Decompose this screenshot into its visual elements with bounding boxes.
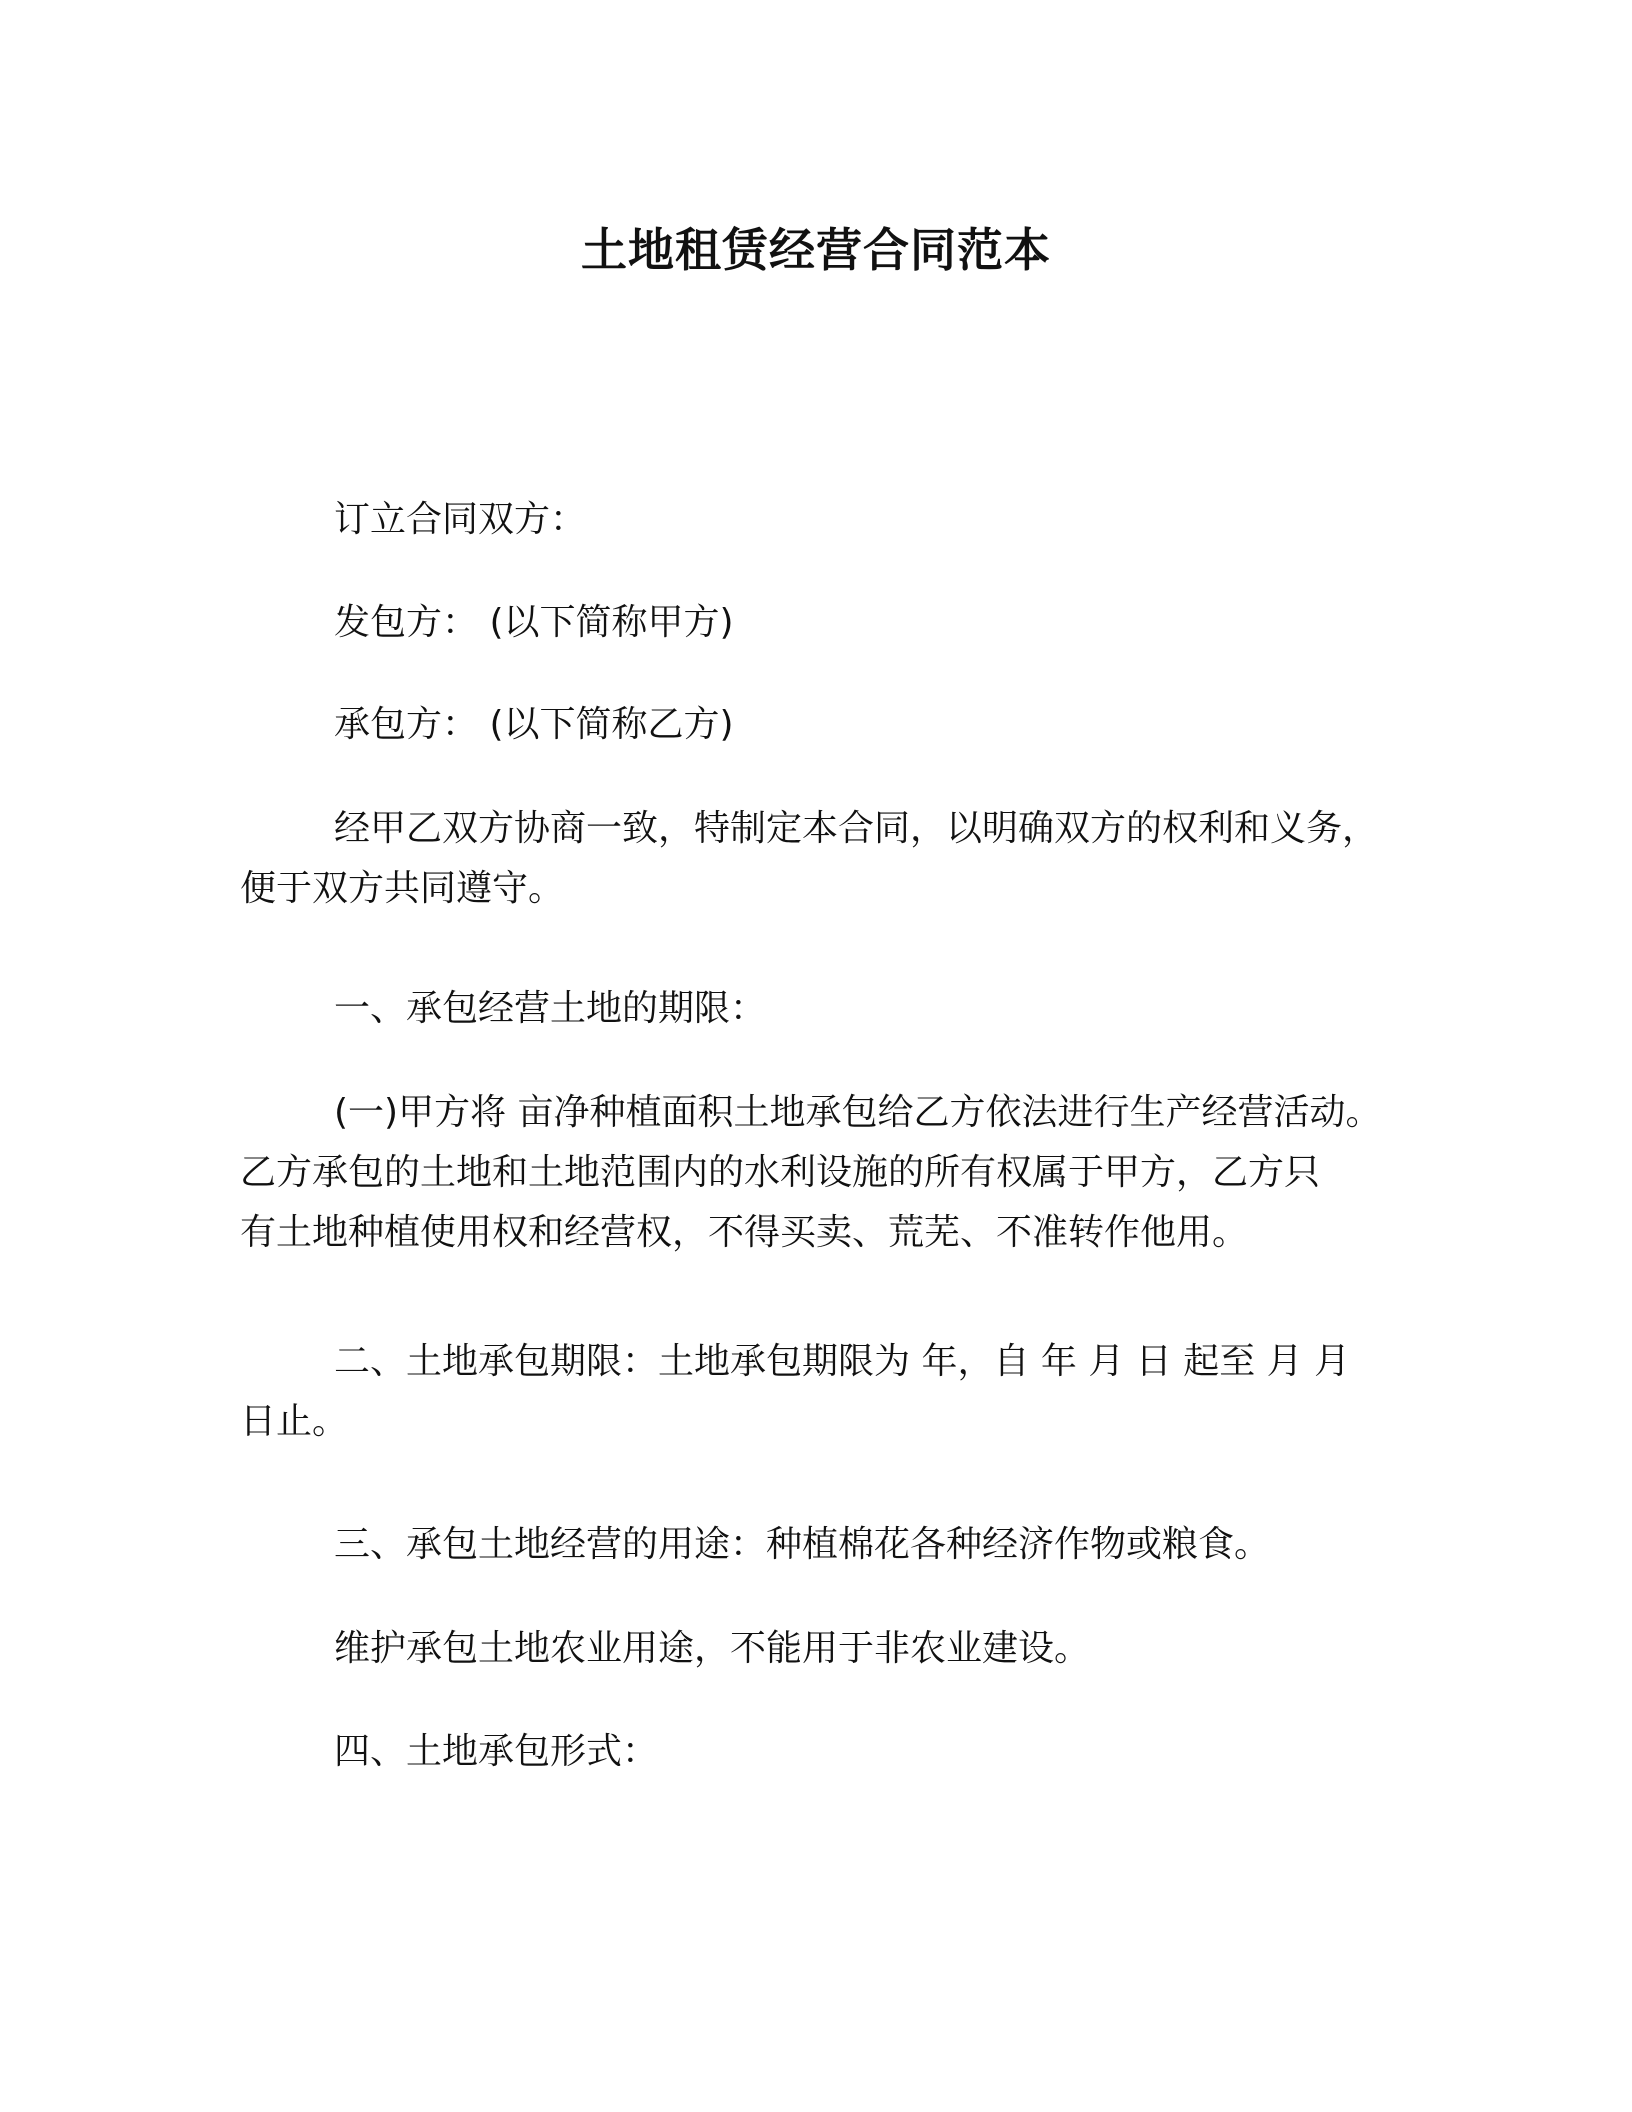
section-heading-3 (240, 1515, 1420, 1575)
paragraph-line: 承包方： (以下简称乙方) (334, 704, 734, 745)
section-heading-4 (240, 1722, 1420, 1782)
paragraph-line: 日止。 (240, 1401, 349, 1442)
paragraph-line: (一)甲方将 亩净种植面积土地承包给乙方依法进行生产经营活动。 (334, 1092, 1382, 1133)
section-heading-1 (240, 979, 1420, 1039)
paragraph-line: 三、承包土地经营的用途：种植棉花各种经济作物或粮食。 (334, 1524, 1271, 1565)
paragraph-line: 便于双方共同遵守。 (240, 868, 565, 909)
paragraph-line: 二、土地承包期限：土地承包期限为 年，自 年 月 日 起至 月 月 (334, 1341, 1351, 1382)
paragraph-clause-1 (240, 1083, 1420, 1263)
paragraph-contract-parties (240, 490, 1420, 550)
paragraph-line: 发包方： (以下简称甲方) (334, 602, 734, 643)
paragraph-land-use (240, 1619, 1420, 1679)
paragraph-line: 维护承包土地农业用途，不能用于非农业建设。 (334, 1628, 1091, 1669)
paragraph-line: 乙方承包的土地和土地范围内的水利设施的所有权属于甲方，乙方只 (240, 1152, 1321, 1193)
paragraph-party-b (240, 695, 1420, 755)
paragraph-line: 四、土地承包形式： (334, 1731, 659, 1772)
paragraph-party-a (240, 593, 1420, 653)
paragraph-line: 有土地种植使用权和经营权，不得买卖、荒芜、不准转作他用。 (240, 1212, 1249, 1253)
paragraph-line: 一、承包经营土地的期限： (334, 988, 767, 1029)
section-heading-2 (240, 1332, 1420, 1452)
paragraph-line: 订立合同双方： (334, 499, 587, 540)
paragraph-line: 经甲乙双方协商一致，特制定本合同，以明确双方的权利和义务， (334, 808, 1379, 849)
document-title: 土地租赁经营合同范本 (581, 223, 1051, 277)
paragraph-agreement (240, 799, 1420, 919)
